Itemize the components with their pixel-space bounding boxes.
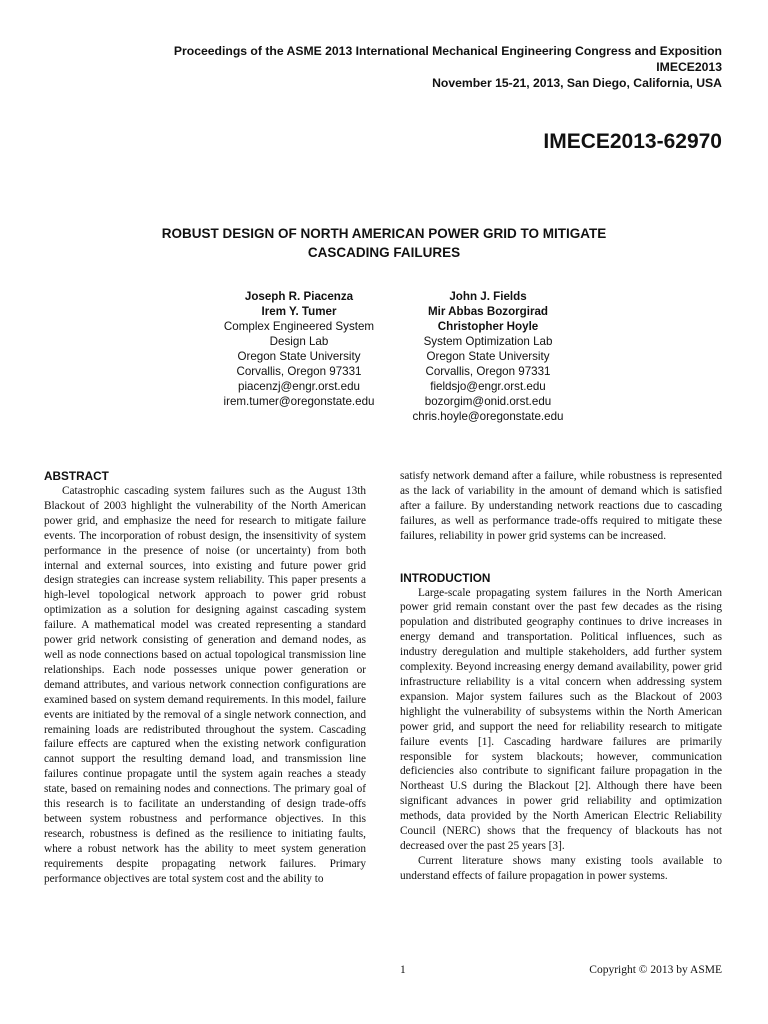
author-email: irem.tumer@oregonstate.edu [223,395,375,408]
left-column [44,469,366,886]
introduction-paragraph-2: Current literature shows many existing tools available to understand effects of failure propagation in power systems. [400,854,722,882]
author-email: fieldsjo@engr.orst.edu [430,380,546,393]
affiliation-line: Corvallis, Oregon 97331 [236,365,362,378]
proceedings-line-1: Proceedings of the ASME 2013 International Mechanical Engineering Congress and Exposition [173,44,722,58]
author-block-right [378,289,598,424]
abstract-continuation: satisfy network demand after a failure, while robustness is represented as the lack of variability in the amount of demand which is satisfied after a failure. By understanding network reactions due to cascading failures, as well as performance trade-offs required to mitigate these failures, reliability in power grid systems can be increased. [400,470,722,542]
author-name: Joseph R. Piacenza [244,290,354,303]
title-line-2: CASCADING FAILURES [307,245,461,260]
paper-id: IMECE2013-62970 [543,130,722,153]
proceedings-line-2: IMECE2013 [656,60,722,74]
author-name: Christopher Hoyle [437,320,539,333]
author-name: Irem Y. Tumer [261,305,337,318]
affiliation-line: Oregon State University [426,350,550,363]
right-column [400,469,722,884]
author-email: bozorgim@onid.orst.edu [424,395,552,408]
abstract-paragraph: Catastrophic cascading system failures such as the August 13th Blackout of 2003 highlight the vulnerability of the North American power grid, and emphasize the need for research to mitigate failure events. The incorporation of robust design, the insensitivity of system performance in the presence of noise (or uncertainty) from both internal and external sources, into existing and future power grid design strategies can increase system reliability. This paper presents a high-level topological network approach to power grid robust optimization as a solution for designing against cascading system failure. A mathematical model was created representing a standard power grid network consisting of generation and demand nodes, as well as node connections based on actual topological transmission line relationships. Each node possesses unique power generation or demand attributes, and various network connection configurations are examined based on system demand requirements. In this model, failure events are initiated by the removal of a single network connection, and remaining loads are redistributed throughout the system. Cascading failure effects are captured when the existing network configuration cannot support the resulting demand load, and transmission line failures continue propagate until the system again reaches a steady state, based on remaining nodes and connections. The primary goal of this research is to facilitate an understanding of design trade-offs between system robustness and performance objectives. In this research, robustness is defined as the resilience to initiating faults, where a robust network has the ability to meet system generation requirements despite propagating network failures. Primary performance objectives are total system cost and the ability to [44,485,366,885]
author-block-left [196,289,402,409]
copyright-notice: Copyright © 2013 by ASME [589,964,722,976]
proceedings-header [82,43,722,91]
author-email: piacenzj@engr.orst.edu [238,380,360,393]
title-line-1: ROBUST DESIGN OF NORTH AMERICAN POWER GRID TO MITIGATE [161,226,607,241]
introduction-paragraph-1: Large-scale propagating system failures in the North American power grid remain constant over the past few decades as the rising population and distributed geography continues to drive increases in energy demand and transportation. Political influences, such as industry deregulation and multiple stakeholders, add further system complexity. Beyond increasing energy demand availability, power grid infrastructure reliability is a vital concern when addressing system expansion. Major system failures such as the Blackout of 2003 highlight the vulnerability of subsystems within the North American power grid, and support the need for reliability research to mitigate failure events [1]. Cascading hardware failures are primarily responsible for system blackouts; however, communication deficiencies also contribute to significant failure propagation in the Northeast U.S during the Blackout [2]. Although there have been significant advances in power grid reliability and optimization methods, data provided by the North American Electric Reliability Council (NERC) shows that the frequency of blackouts has not decreased over the past 25 years [3]. [400,586,722,852]
page-number: 1 [400,964,406,976]
affiliation-line: System Optimization Lab [423,335,553,348]
affiliation-line: Complex Engineered System [223,320,375,333]
affiliation-line: Design Lab [269,335,329,348]
author-name: John J. Fields [449,290,527,303]
introduction-heading: INTRODUCTION [400,570,491,585]
author-email: chris.hoyle@oregonstate.edu [412,410,564,423]
author-name: Mir Abbas Bozorgirad [427,305,549,318]
affiliation-line: Corvallis, Oregon 97331 [425,365,551,378]
proceedings-line-3: November 15-21, 2013, San Diego, California, USA [432,76,722,90]
paper-title [40,224,728,262]
affiliation-line: Oregon State University [237,350,361,363]
abstract-heading: ABSTRACT [44,469,109,483]
